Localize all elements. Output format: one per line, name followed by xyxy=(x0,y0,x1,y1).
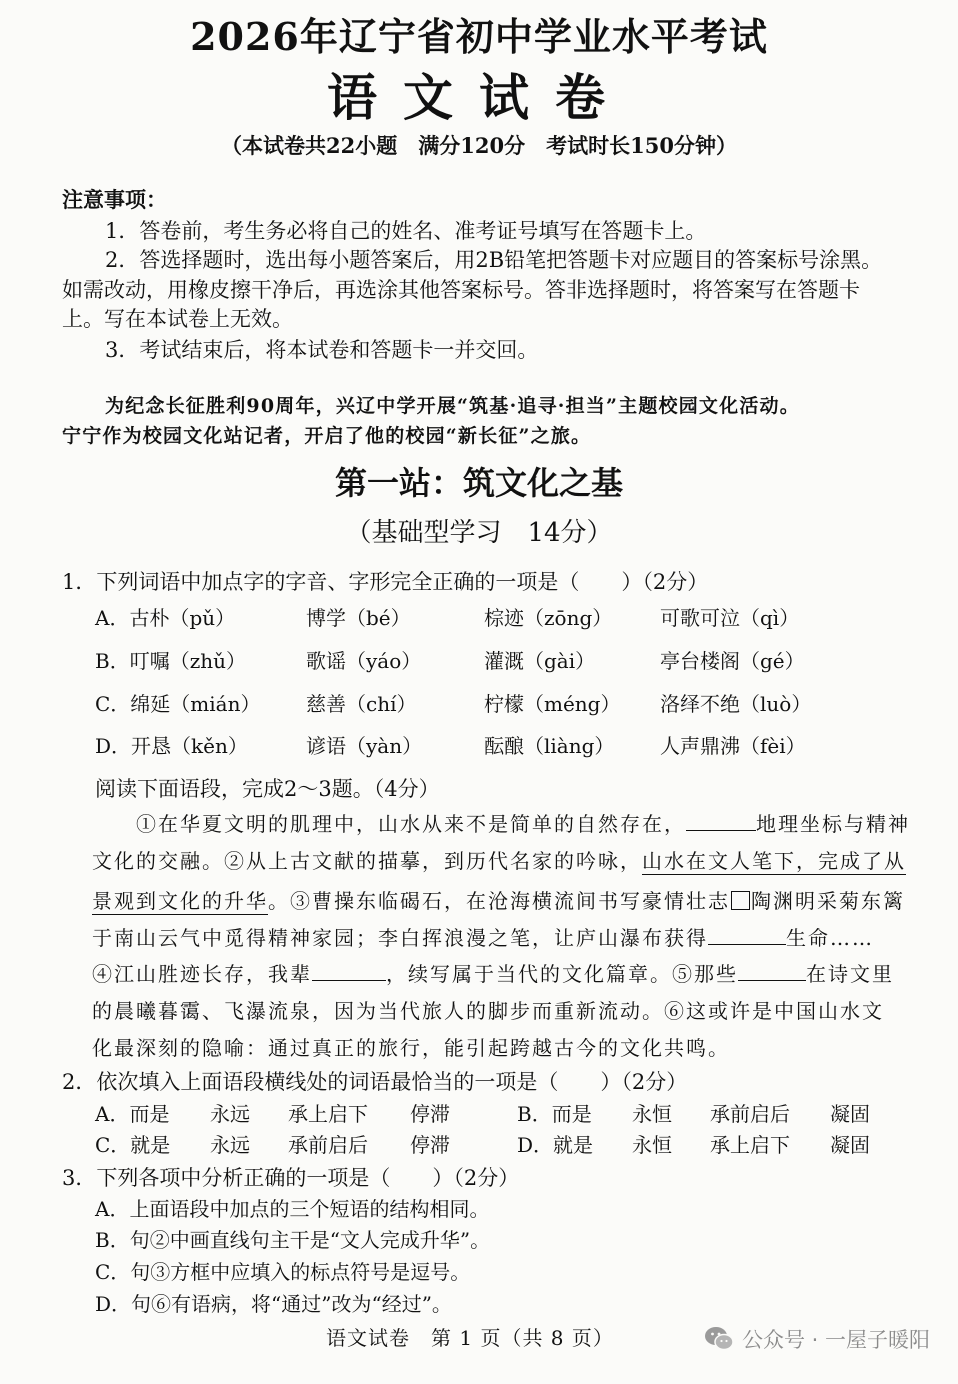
section-title: 第一站：筑文化之基 xyxy=(334,464,623,502)
q1-option-c-1: C．绵延（mián） xyxy=(95,692,261,716)
notice-line-2: 2．答选择题时，选出每小题答案后，用2B铅笔把答题卡对应题目的答案标号涂黑。 xyxy=(105,248,883,272)
passage-lead: 阅读下面语段，完成2～3题。（4分） xyxy=(95,777,440,801)
intro-line-2: 宁宁作为校园文化站记者，开启了他的校园“新长征”之旅。 xyxy=(62,425,592,447)
q2-option-a: A．而是 xyxy=(95,1102,170,1126)
passage-text: 陶渊明采菊东篱 xyxy=(751,889,905,913)
fill-blank-1 xyxy=(686,812,756,831)
underlined-sentence: 景观到文化的升华 xyxy=(92,889,268,913)
passage-text: ①在华夏文明的肌理中，山水从来不是简单的自然存在， xyxy=(136,812,686,836)
notice-line-1: 1．答卷前，考生务必将自己的姓名、准考证号填写在答题卡上。 xyxy=(105,219,707,243)
notice-line-5: 3．考试结束后，将本试卷和答题卡一并交回。 xyxy=(105,338,539,362)
q2-option-b: B．而是 xyxy=(517,1102,592,1126)
page-footer: 语文试卷 第 1 页（共 8 页） xyxy=(326,1326,614,1350)
passage-text: ，续写属于当代的文化篇章。⑤那些 xyxy=(386,962,738,986)
q1-option-a-1: A．古朴（pǔ） xyxy=(95,606,236,630)
q1-option-a-3: 棕迹（zōng） xyxy=(484,606,613,630)
passage-text: ④江山胜迹长存，我辈 xyxy=(92,962,312,986)
passage-text: 。③曹操东临碣石，在沧海横流间书写豪情壮志 xyxy=(268,889,730,913)
intro-line-1: 为纪念长征胜利90周年，兴辽中学开展“筑基·追寻·担当”主题校园文化活动。 xyxy=(105,395,800,417)
question-3-stem: 3．下列各项中分析正确的一项是（ ）（2分） xyxy=(62,1166,520,1190)
q1-option-b-1: B．叮嘱（zhǔ） xyxy=(95,649,246,673)
passage-line-4 xyxy=(92,922,874,951)
passage-text: 在诗文里 xyxy=(806,962,894,986)
q3-option-d: D．句⑥有语病，将“通过”改为“经过”。 xyxy=(95,1292,452,1316)
q2-option-d-3: 承上启下 xyxy=(710,1133,790,1157)
punctuation-box xyxy=(731,891,750,910)
q2-option-c-3: 承前启后 xyxy=(288,1133,368,1157)
passage-line-1 xyxy=(136,808,910,837)
q1-option-d-2: 谚语（yàn） xyxy=(306,734,423,758)
q1-option-a-2: 博学（bé） xyxy=(306,606,411,630)
notice-heading: 注意事项： xyxy=(62,187,167,212)
q2-option-c: C．就是 xyxy=(95,1133,171,1157)
q2-option-b-2: 永恒 xyxy=(632,1102,672,1126)
passage-line-6: 的晨曦暮霭、飞瀑流泉，因为当代旅人的脚步而重新流动。⑥这或许是中国山水文 xyxy=(92,999,884,1023)
passage-text: 文化的交融。②从上古文献的描摹，到历代名家的吟咏， xyxy=(92,849,642,873)
q2-option-b-4: 凝固 xyxy=(830,1102,870,1126)
q2-option-c-4: 停滞 xyxy=(410,1133,450,1157)
q1-option-d-4: 人声鼎沸（fèi） xyxy=(660,734,806,758)
q2-option-a-2: 永远 xyxy=(210,1102,250,1126)
exam-title: 2026年辽宁省初中学业水平考试 xyxy=(190,14,768,59)
q1-option-c-2: 慈善（chí） xyxy=(306,692,417,716)
passage-text: 生命…… xyxy=(786,926,874,950)
subject-title: 语文试卷 xyxy=(327,68,631,127)
q3-option-b: B．句②中画直线句主干是“文人完成升华”。 xyxy=(95,1228,491,1252)
notice-line-4: 上。写在本试卷上无效。 xyxy=(62,307,293,331)
q1-option-b-4: 亭台楼阁（gé） xyxy=(660,649,805,673)
q2-option-d-4: 凝固 xyxy=(830,1133,870,1157)
q2-option-d: D．就是 xyxy=(517,1133,594,1157)
q2-option-a-3: 承上启下 xyxy=(288,1102,368,1126)
q1-option-a-4: 可歌可泣（qì） xyxy=(660,606,800,630)
passage-text: 地理坐标与精神 xyxy=(756,812,910,836)
q2-option-c-2: 永远 xyxy=(210,1133,250,1157)
passage-line-5 xyxy=(92,958,894,987)
exam-info: （本试卷共22小题 满分120分 考试时长150分钟） xyxy=(221,133,737,158)
q2-option-a-4: 停滞 xyxy=(410,1102,450,1126)
question-1-stem: 1．下列词语中加点字的字音、字形完全正确的一项是（ ）（2分） xyxy=(62,570,709,594)
passage-text: 于南山云气中觅得精神家园；李白挥浪漫之笔，让庐山瀑布获得 xyxy=(92,926,708,950)
fill-blank-4 xyxy=(738,962,806,981)
q1-option-d-3: 酝酿（liàng） xyxy=(484,734,615,758)
underlined-sentence: 山水在文人笔下，完成了从 xyxy=(642,849,906,873)
passage-line-2 xyxy=(92,845,906,874)
passage-line-3 xyxy=(92,885,905,914)
fill-blank-2 xyxy=(312,962,386,981)
q1-option-d-1: D．开恳（kěn） xyxy=(95,734,248,758)
q3-option-a: A．上面语段中加点的三个短语的结构相同。 xyxy=(95,1197,490,1221)
watermark-text: 公众号 · 一屋子暖阳 xyxy=(741,1328,930,1352)
q2-option-d-2: 永恒 xyxy=(632,1133,672,1157)
passage-line-7: 化最深刻的隐喻：通过真正的旅行，能引起跨越古今的文化共鸣。 xyxy=(92,1036,730,1060)
q3-option-c: C．句③方框中应填入的标点符号是逗号。 xyxy=(95,1260,471,1284)
question-2-stem: 2．依次填入上面语段横线处的词语最恰当的一项是（ ）（2分） xyxy=(62,1070,688,1094)
section-subtitle: （基础型学习 14分） xyxy=(345,518,613,548)
q2-option-b-3: 承前启后 xyxy=(710,1102,790,1126)
wechat-icon xyxy=(704,1326,734,1352)
q1-option-b-2: 歌谣（yáo） xyxy=(306,649,422,673)
watermark xyxy=(704,1324,930,1354)
q1-option-c-3: 柠檬（méng） xyxy=(484,692,621,716)
q1-option-b-3: 灌溉（gài） xyxy=(484,649,596,673)
q1-option-c-4: 洛绎不绝（luò） xyxy=(660,692,812,716)
fill-blank-3 xyxy=(708,926,786,945)
notice-line-3: 如需改动，用橡皮擦干净后，再选涂其他答案标号。答非选择题时，将答案写在答题卡 xyxy=(62,278,860,302)
